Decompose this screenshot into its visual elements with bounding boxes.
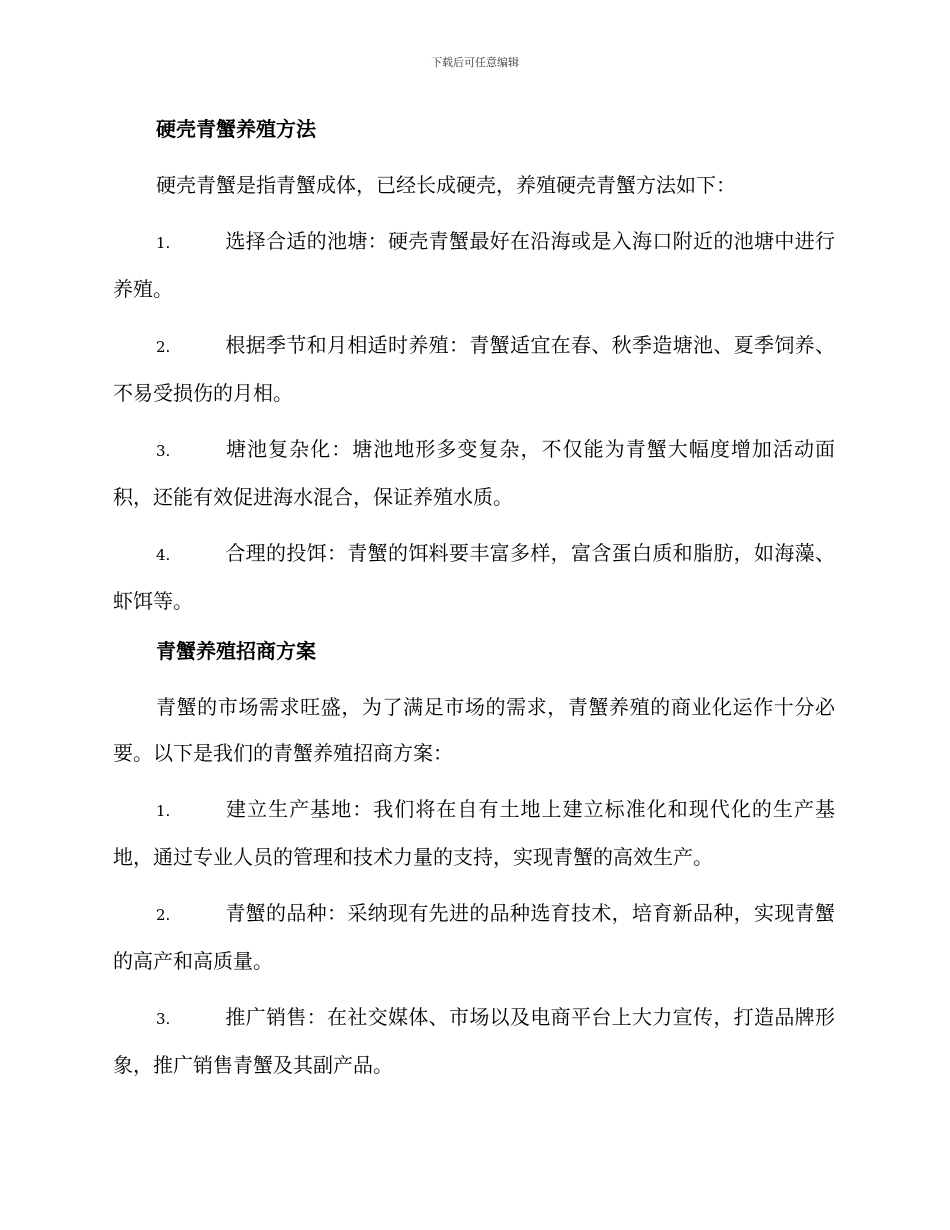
list-number: 2. [156,338,171,356]
section-heading-crab-farming-method: 硬壳青蟹养殖方法 [156,117,316,141]
page-header-note: 下载后可任意编辑 [431,56,519,69]
list-item-text: 塘池复杂化：塘池地形多变复杂，不仅能为青蟹大幅度增加活动面积，还能有效促进海水混合，保证养殖水质。 [113,437,835,509]
list-item [113,890,835,984]
list-number: 1. [156,234,171,252]
list-item [113,426,835,520]
list-item [113,994,835,1088]
list-number: 3. [156,1010,171,1028]
list-item [113,322,835,416]
section-intro-paragraph: 青蟹的市场需求旺盛，为了满足市场的需求，青蟹养殖的商业化运作十分必要。以下是我们的青蟹养殖招商方案： [113,695,835,765]
list-item [113,218,835,312]
list-item-text: 建立生产基地：我们将在自有土地上建立标准化和现代化的生产基地，通过专业人员的管理和技术力量的支持，实现青蟹的高效生产。 [113,797,835,869]
section-intro-paragraph: 硬壳青蟹是指青蟹成体，已经长成硬壳，养殖硬壳青蟹方法如下： [156,173,736,197]
list-item-text: 推广销售：在社交媒体、市场以及电商平台上大力宣传，打造品牌形象，推广销售青蟹及其副产品。 [113,1005,835,1077]
list-number: 1. [156,802,171,820]
list-item-text: 选择合适的池塘：硬壳青蟹最好在沿海或是入海口附近的池塘中进行养殖。 [113,229,835,301]
list-item-text: 青蟹的品种：采纳现有先进的品种选育技术，培育新品种，实现青蟹的高产和高质量。 [113,901,835,973]
list-item-text: 根据季节和月相适时养殖：青蟹适宜在春、秋季造塘池、夏季饲养、不易受损伤的月相。 [113,333,835,405]
list-number: 2. [156,906,171,924]
list-item [113,530,835,624]
list-number: 3. [156,442,171,460]
document-body [113,112,835,1098]
list-item [113,786,835,880]
list-number: 4. [156,546,171,564]
list-item-text: 合理的投饵：青蟹的饵料要丰富多样，富含蛋白质和脂肪，如海藻、虾饵等。 [113,541,835,613]
section-heading-investment-plan: 青蟹养殖招商方案 [156,639,316,663]
